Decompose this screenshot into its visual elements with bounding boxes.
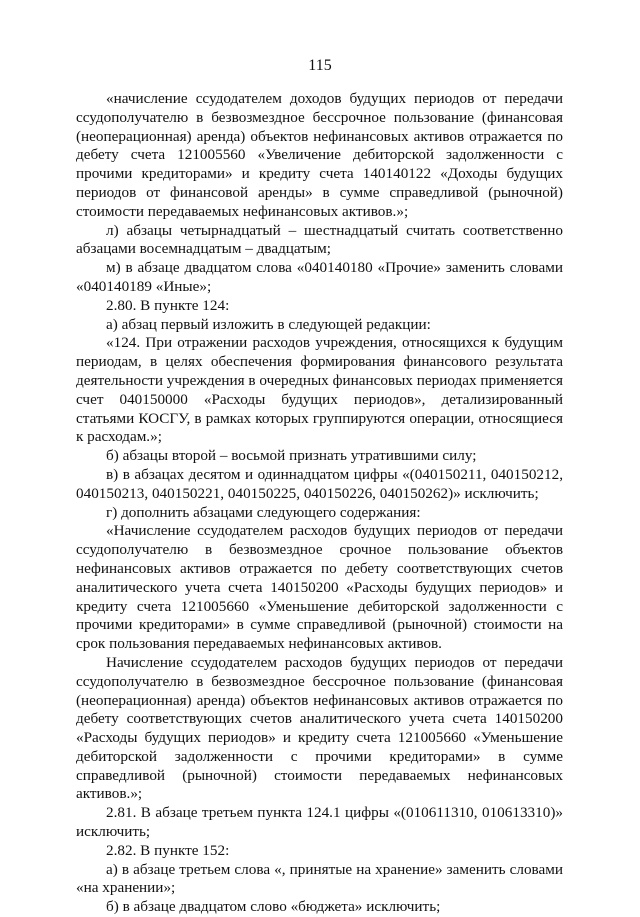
section-2-81: 2.81. В абзаце третьем пункта 124.1 цифры «(010611310, 010613310)» исключить; [76,804,563,841]
paragraph-g-124: г) дополнить абзацами следующего содержания: [106,503,421,521]
paragraph-v-124: в) в абзацах десятом и одиннадцатом цифры «(040150211, 040150212, 040150213, 040150221, 040150225, 040150226, 040150262)» исключить; [76,465,563,502]
paragraph-a-152: а) в абзаце третьем слова «, принятые на хранение» заменить словами «на хранении»; [76,860,563,897]
paragraph-b-124: б) абзацы второй – восьмой признать утратившими силу; [106,447,477,465]
paragraph-124-text: «124. При отражении расходов учреждения, относящихся к будущим периодам, в целях обеспечения формирования финансового результата деятельности учреждения в очередных финансовых периодах применяется счет 040150000 «Расходы будущих периодов», детализированный статьями КОСГУ, в рамках которых группируются операции, относящиеся к расходам.»; [76,334,563,446]
section-2-82-heading: 2.82. В пункте 152: [106,841,230,859]
page-number: 115 [308,57,332,74]
paragraph-m: м) в абзаце двадцатом слова «040140180 «Прочие» заменить словами «040140189 «Иные»; [76,259,563,295]
paragraph-accrual-expenses-perpetual: Начисление ссудодателем расходов будущих периодов от передачи ссудополучателю в безвозмездное бессрочное пользование (финансовая (неоперационная) аренда) объектов нефинансовых активов отражается по дебету соответствующих счетов аналитического учета счета 140150200 «Расходы будущих периодов» и кредиту счета 121005660 «Уменьшение дебиторской задолженности с прочими кредиторами» в сумме справедливой (рыночной) стоимости передаваемых нефинансовых активов.»; [76,653,563,803]
paragraph-a-124: а) абзац первый изложить в следующей редакции: [106,315,431,333]
document-body [76,90,563,917]
paragraph-accrual-expenses-term: «Начисление ссудодателем расходов будущих периодов от передачи ссудополучателю в безвозмездное срочное пользование объектов нефинансовых активов отражается по дебету соответствующих счетов аналитического учета счета 140150200 «Расходы будущих периодов» и кредиту счета 121005660 «Уменьшение дебиторской задолженности с прочими кредиторами» в сумме справедливой (рыночной) стоимости на срок пользования передаваемых нефинансовых активов. [76,522,563,653]
paragraph-l: л) абзацы четырнадцатый – шестнадцатый считать соответственно абзацами восемнадцатым – двадцатым; [76,221,563,258]
section-2-80-heading: 2.80. В пункте 124: [106,296,230,314]
paragraph-accrual-income: «начисление ссудодателем доходов будущих периодов от передачи ссудополучателю в безвозмездное бессрочное пользование (финансовая (неоперационная) аренда) объектов нефинансовых активов отражается по дебету счета 121005560 «Увеличение дебиторской задолженности с прочими кредиторами» и кредиту счета 140140122 «Доходы будущих периодов от финансовой аренды» в сумме справедливой (рыночной) стоимости передаваемых нефинансовых активов.»; [76,90,563,220]
paragraph-b-152: б) в абзаце двадцатом слово «бюджета» исключить; [106,898,441,916]
